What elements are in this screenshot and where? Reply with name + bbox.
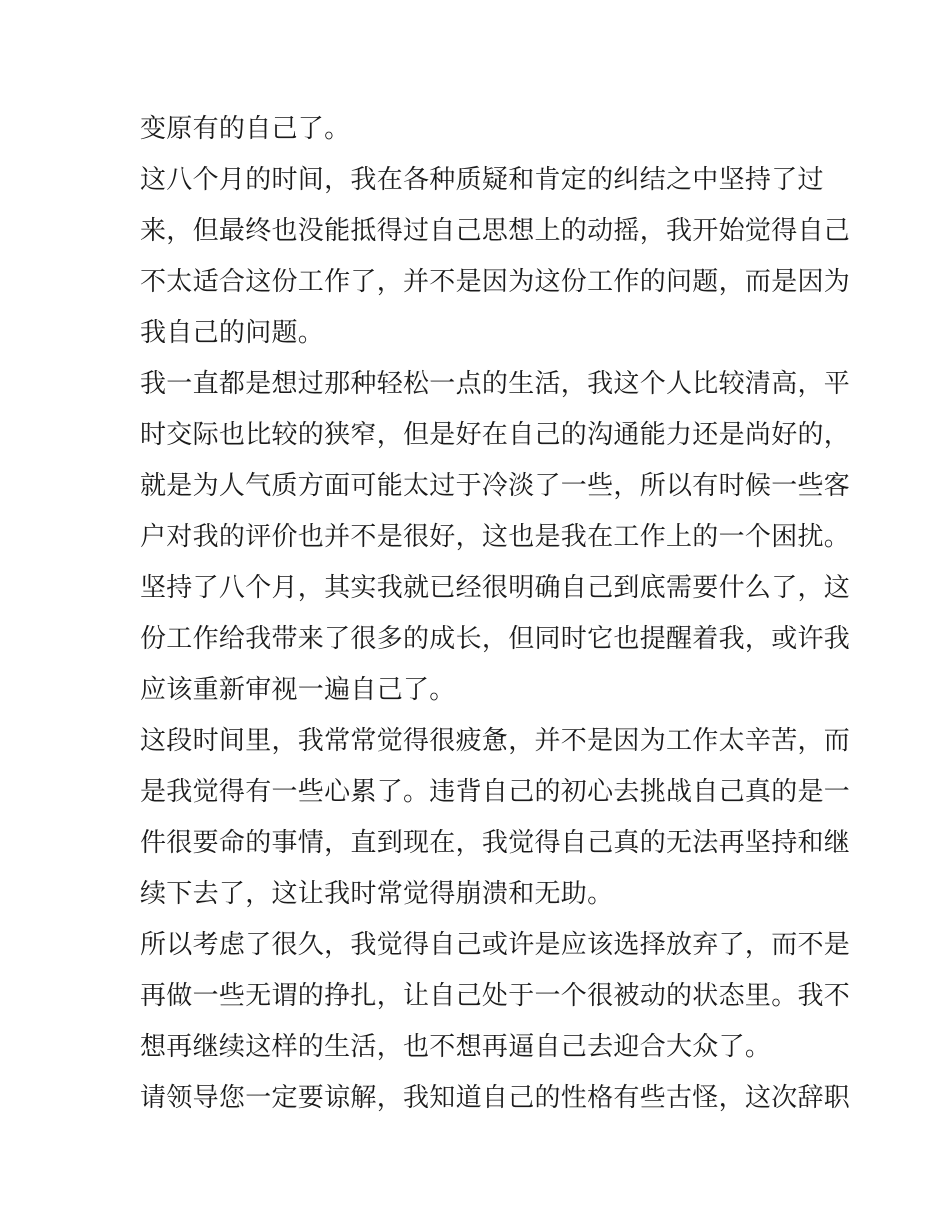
text-line: 这段时间里，我常常觉得很疲惫，并不是因为工作太辛苦，而	[140, 726, 851, 756]
text-line: 坚持了八个月，其实我就已经很明确自己到底需要什么了，这	[140, 573, 851, 603]
text-line: 就是为人气质方面可能太过于冷淡了一些，所以有时候一些客	[140, 471, 851, 501]
text-line: 时交际也比较的狭窄，但是好在自己的沟通能力还是尚好的，	[140, 420, 851, 450]
text-line: 再做一些无谓的挣扎，让自己处于一个很被动的状态里。我不	[140, 981, 851, 1011]
text-line: 我一直都是想过那种轻松一点的生活，我这个人比较清高，平	[140, 369, 851, 399]
text-line: 来，但最终也没能抵得过自己思想上的动摇，我开始觉得自己	[140, 216, 851, 246]
text-line: 我自己的问题。	[140, 318, 325, 348]
text-line: 所以考虑了很久，我觉得自己或许是应该选择放弃了，而不是	[140, 930, 851, 960]
text-line: 是我觉得有一些心累了。违背自己的初心去挑战自己真的是一	[140, 777, 851, 807]
text-line: 件很要命的事情，直到现在，我觉得自己真的无法再坚持和继	[140, 828, 851, 858]
text-line: 户对我的评价也并不是很好，这也是我在工作上的一个困扰。	[140, 522, 851, 552]
text-line: 变原有的自己了。	[140, 114, 351, 144]
text-line: 不太适合这份工作了，并不是因为这份工作的问题，而是因为	[140, 267, 851, 297]
text-line: 这八个月的时间，我在各种质疑和肯定的纠结之中坚持了过	[140, 165, 824, 195]
text-line: 应该重新审视一遍自己了。	[140, 675, 456, 705]
text-line: 想再继续这样的生活，也不想再逼自己去迎合大众了。	[140, 1032, 772, 1062]
text-line: 份工作给我带来了很多的成长，但同时它也提醒着我，或许我	[140, 624, 851, 654]
text-line: 续下去了，这让我时常觉得崩溃和无助。	[140, 879, 614, 909]
text-line: 请领导您一定要谅解，我知道自己的性格有些古怪，这次辞职	[140, 1083, 851, 1113]
